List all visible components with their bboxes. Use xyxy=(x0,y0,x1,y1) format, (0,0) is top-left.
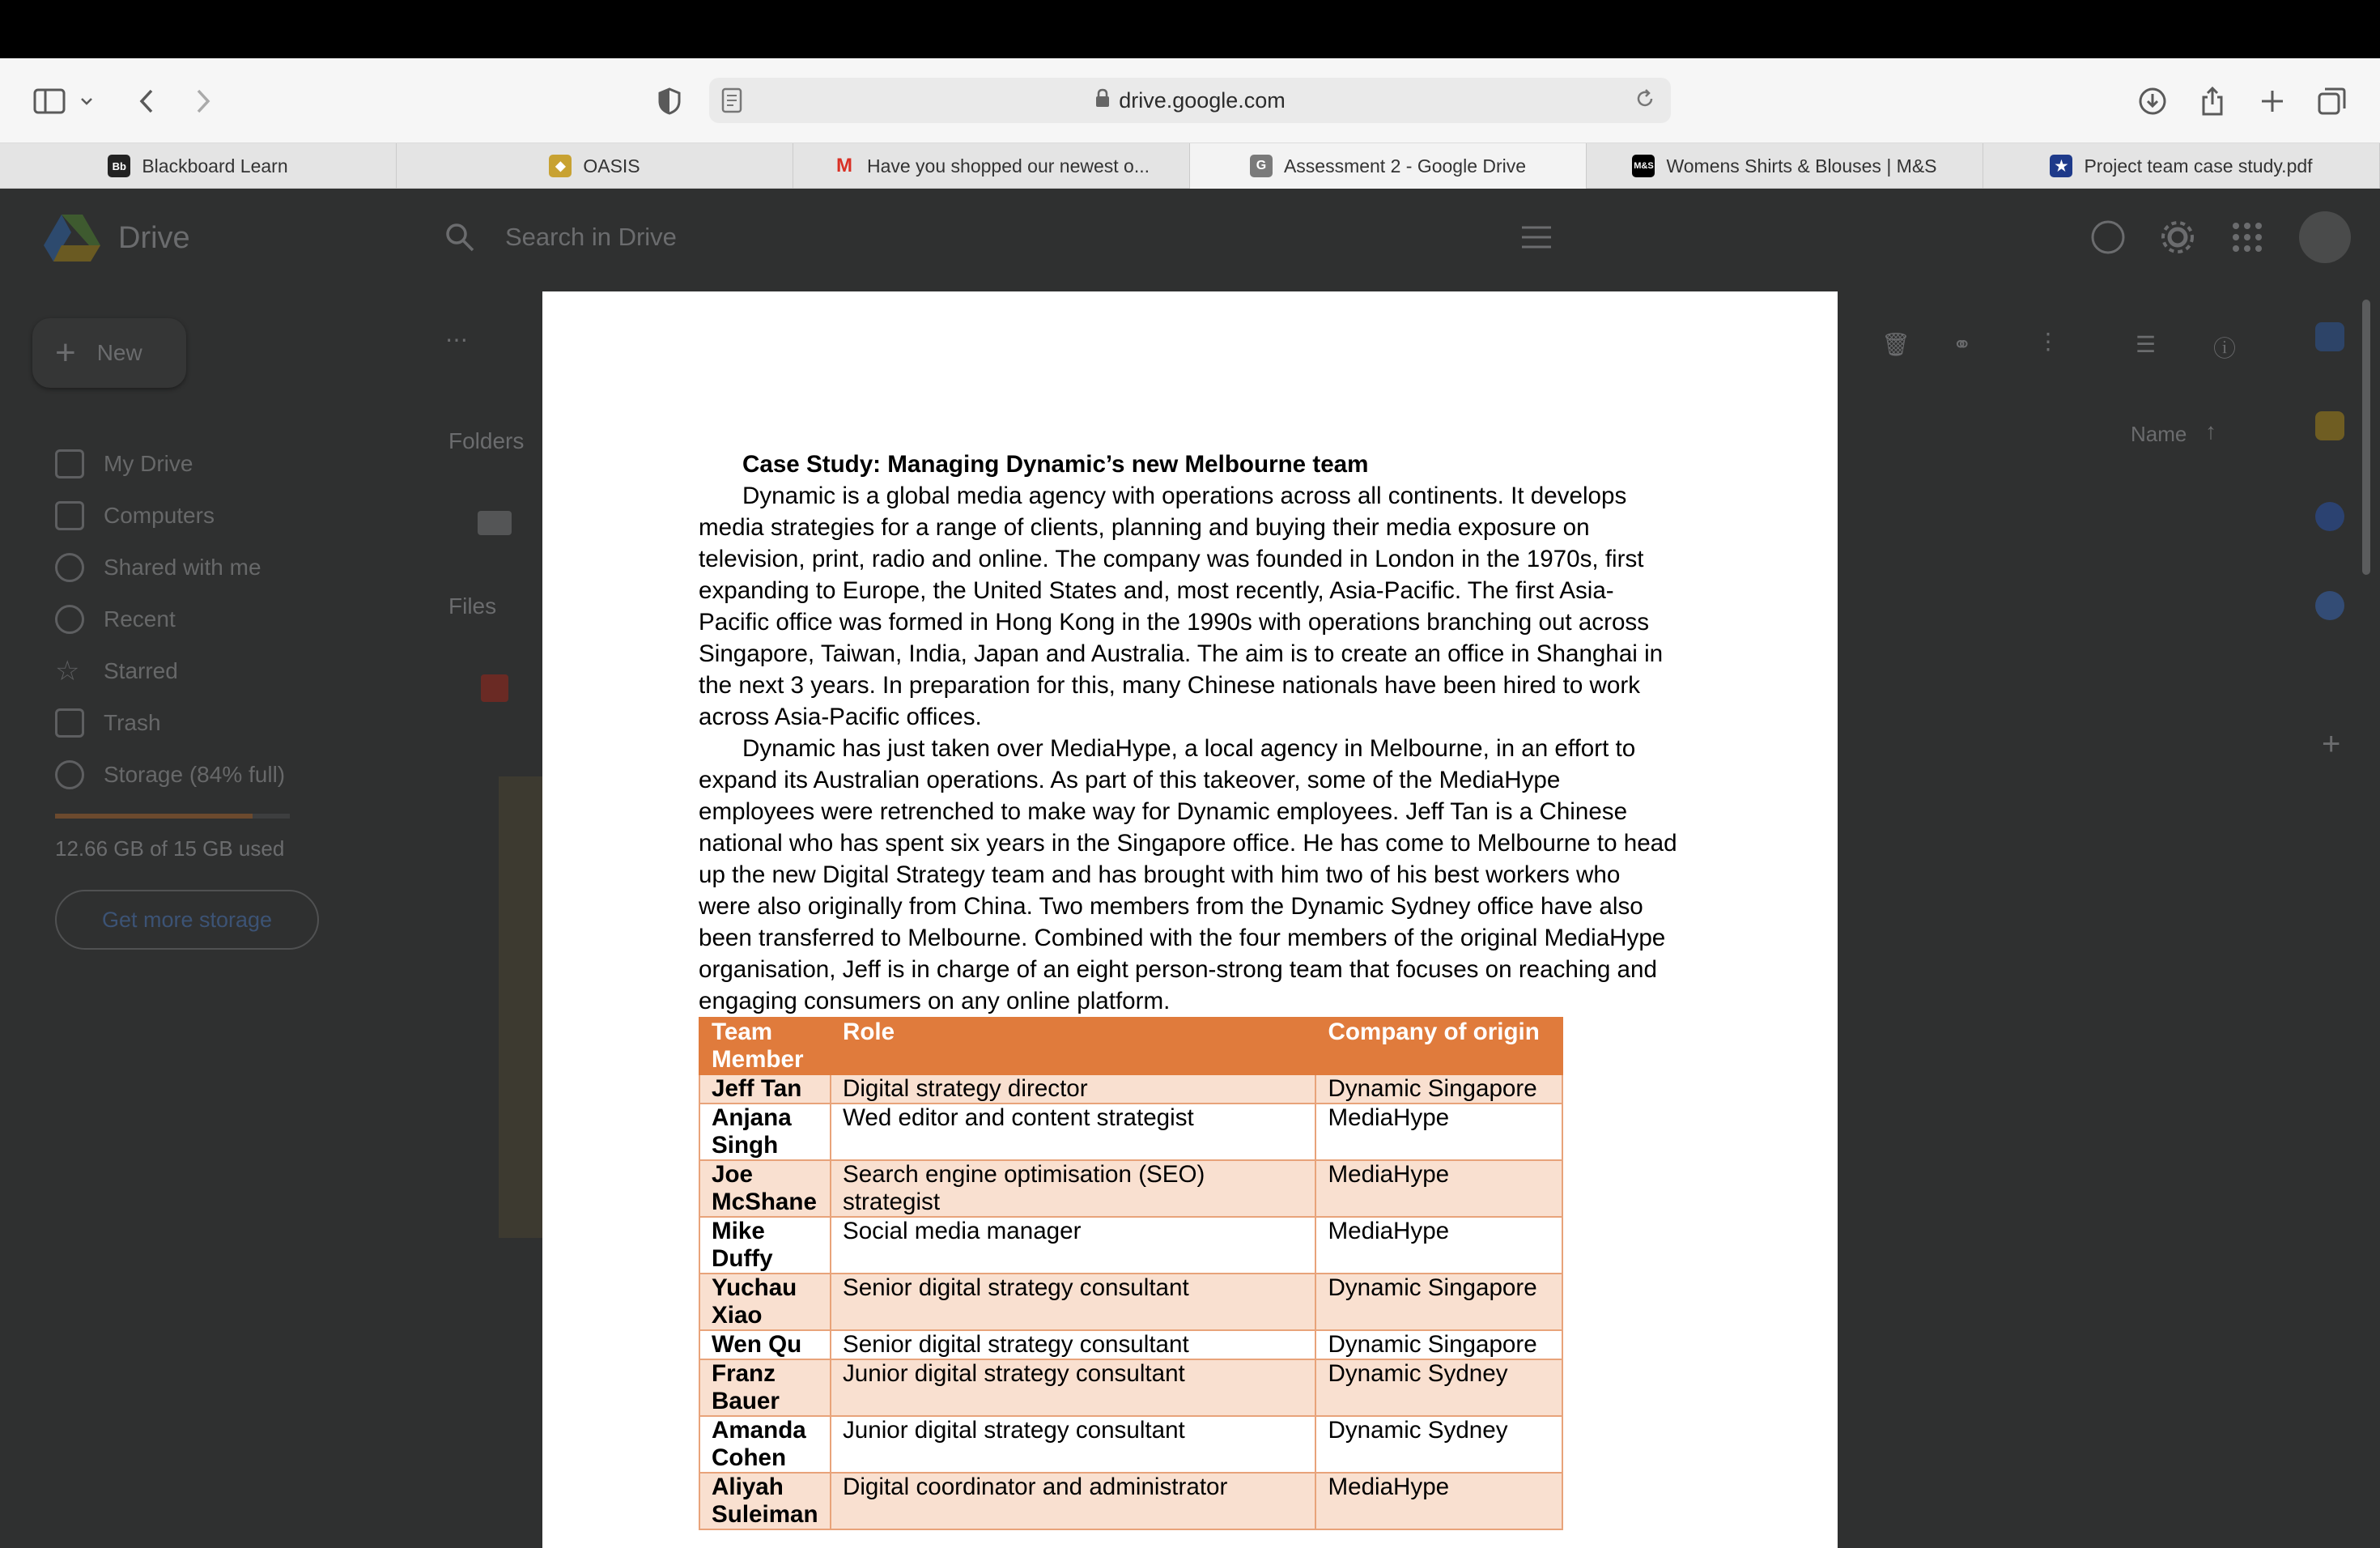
storage-bar-fill xyxy=(55,814,253,819)
team-member: Amanda Cohen xyxy=(699,1416,831,1473)
table-row xyxy=(699,1074,1562,1104)
table-row xyxy=(699,1104,1562,1160)
role: Wed editor and content strategist xyxy=(831,1104,1315,1160)
star-icon: ☆ xyxy=(55,656,80,687)
nav-recent[interactable] xyxy=(55,605,176,634)
team-member: Anjana Singh xyxy=(699,1104,831,1160)
google-drive-tab-icon: G xyxy=(1250,155,1273,177)
trash-icon xyxy=(55,708,84,738)
marks-spencer-icon: M&S xyxy=(1632,155,1655,177)
nav-shared[interactable] xyxy=(55,553,261,582)
folders-heading: Folders xyxy=(448,428,525,453)
drive-title: Drive xyxy=(118,221,190,255)
company: Dynamic Singapore xyxy=(1315,1274,1562,1330)
tab-gmail[interactable] xyxy=(793,143,1190,189)
nav-label: My Drive xyxy=(104,451,193,476)
team-table xyxy=(699,1017,1563,1530)
sidebar-toggle-icon[interactable] xyxy=(29,81,70,121)
role: Junior digital strategy consultant xyxy=(831,1416,1315,1473)
table-row xyxy=(699,1217,1562,1274)
tab-label: Have you shopped our newest o... xyxy=(866,155,1150,176)
address-bar[interactable] xyxy=(709,78,1671,123)
team-member: Aliyah Suleiman xyxy=(699,1473,831,1529)
role: Junior digital strategy consultant xyxy=(831,1359,1315,1416)
nav-label: Starred xyxy=(104,658,178,683)
document-title: Case Study: Managing Dynamic’s new Melbourne team xyxy=(742,451,1369,478)
team-member: Joe McShane xyxy=(699,1160,831,1217)
header-role: Role xyxy=(831,1018,1315,1074)
role: Senior digital strategy consultant xyxy=(831,1330,1315,1359)
table-row xyxy=(699,1274,1562,1330)
new-button[interactable] xyxy=(32,318,186,388)
pdf-document xyxy=(699,449,1678,1530)
nav-starred[interactable] xyxy=(55,657,178,686)
role: Digital coordinator and administrator xyxy=(831,1473,1315,1529)
tab-marks-spencer[interactable] xyxy=(1587,143,1983,189)
document-paragraph: Dynamic has just taken over MediaHype, a local agency in Melbourne, in an effort to expand its Australian operations. As part of this takeover, some of the MediaHype employees were retrenched to make way for Dynamic employees. Jeff Tan is a Chinese national who has spent six years in the Singapore office. He has come to Melbourne to head up the new Digital Strategy team and has brought with him two of his best workers who were also originally from China. Two members from the Dynamic Sydney office have also been transferred to Melbourne. Combined with the four members of the original MediaHype organisation, Jeff is in charge of an eight person-strong team that focuses on reaching and engaging consumers on any online platform. xyxy=(699,735,1677,1014)
header-company: Company of origin xyxy=(1315,1018,1562,1074)
pdf-star-icon: ★ xyxy=(2050,155,2072,177)
table-row xyxy=(699,1160,1562,1217)
new-tab-icon[interactable] xyxy=(2252,81,2293,121)
calendar-icon[interactable] xyxy=(2315,322,2344,351)
list-view-icon[interactable]: ☰ xyxy=(2136,332,2157,357)
nav-label: Trash xyxy=(104,710,161,735)
tab-project-pdf[interactable] xyxy=(1983,143,2380,189)
nav-label: Computers xyxy=(104,503,215,528)
tab-overview-icon[interactable] xyxy=(2312,81,2352,121)
apps-grid-icon[interactable] xyxy=(2231,221,2263,259)
tab-label: OASIS xyxy=(583,155,640,176)
folder-icon[interactable] xyxy=(478,511,512,535)
url-text: drive.google.com xyxy=(1119,87,1286,113)
tab-google-drive[interactable] xyxy=(1190,143,1587,189)
browser-toolbar xyxy=(0,58,2380,143)
avatar[interactable] xyxy=(2299,211,2351,263)
nav-my-drive[interactable] xyxy=(55,449,193,478)
role: Senior digital strategy consultant xyxy=(831,1274,1315,1330)
add-addon-icon[interactable]: + xyxy=(2322,726,2341,762)
more-icon[interactable]: ⋯ xyxy=(445,327,468,352)
contacts-icon[interactable] xyxy=(2315,591,2344,620)
help-icon[interactable] xyxy=(2090,219,2126,261)
team-member: Wen Qu xyxy=(699,1330,831,1359)
clock-icon xyxy=(55,605,84,634)
company: MediaHype xyxy=(1315,1104,1562,1160)
chevron-down-icon[interactable] xyxy=(74,81,99,121)
keep-icon[interactable] xyxy=(2315,411,2344,440)
menu-bar xyxy=(0,0,2380,58)
lock-icon xyxy=(1094,88,1111,113)
search-icon[interactable] xyxy=(444,221,476,259)
drive-logo-icon xyxy=(42,213,102,262)
company: MediaHype xyxy=(1315,1217,1562,1274)
storage-bar xyxy=(55,814,290,819)
sort-name[interactable]: Name xyxy=(2131,422,2187,446)
header-team-member: Team Member xyxy=(699,1018,831,1074)
team-member: Jeff Tan xyxy=(699,1074,831,1104)
tasks-icon[interactable] xyxy=(2315,502,2344,531)
tab-label: Womens Shirts & Blouses | M&S xyxy=(1666,155,1937,176)
role: Social media manager xyxy=(831,1217,1315,1274)
settings-icon[interactable] xyxy=(2160,219,2195,261)
more-options-icon[interactable]: ⋮ xyxy=(2037,329,2059,354)
gmail-icon: M xyxy=(835,155,852,176)
company: MediaHype xyxy=(1315,1473,1562,1529)
table-row xyxy=(699,1416,1562,1473)
nav-label: Shared with me xyxy=(104,555,261,580)
tab-label: Blackboard Learn xyxy=(142,155,288,176)
computer-icon xyxy=(55,501,84,530)
blackboard-icon: Bb xyxy=(108,155,130,177)
role: Search engine optimisation (SEO) strategist xyxy=(831,1160,1315,1217)
info-icon[interactable]: ⓘ xyxy=(2213,336,2237,361)
team-member: Franz Bauer xyxy=(699,1359,831,1416)
company: Dynamic Singapore xyxy=(1315,1330,1562,1359)
pdf-file-icon[interactable] xyxy=(481,674,508,702)
link-icon[interactable]: ⚭ xyxy=(1953,332,1972,357)
search-options-icon[interactable] xyxy=(1520,223,1553,257)
table-row xyxy=(699,1330,1562,1359)
team-member: Mike Duffy xyxy=(699,1217,831,1274)
my-drive-icon xyxy=(55,449,84,478)
back-icon[interactable] xyxy=(126,81,167,121)
table-row xyxy=(699,1359,1562,1416)
company: MediaHype xyxy=(1315,1160,1562,1217)
delete-icon[interactable]: 🗑 xyxy=(1881,332,1910,357)
scrollbar[interactable] xyxy=(2362,300,2370,575)
tab-oasis[interactable] xyxy=(397,143,793,189)
team-member: Yuchau Xiao xyxy=(699,1274,831,1330)
arrow-up-icon[interactable]: ↑ xyxy=(2205,419,2216,444)
privacy-shield-icon[interactable] xyxy=(649,81,690,121)
oasis-icon: ◆ xyxy=(549,155,572,177)
company: Dynamic Sydney xyxy=(1315,1416,1562,1473)
nav-label: Recent xyxy=(104,606,176,632)
table-row xyxy=(699,1473,1562,1529)
people-icon xyxy=(55,553,84,582)
share-icon[interactable] xyxy=(2192,81,2233,121)
files-heading: Files xyxy=(448,593,497,619)
get-more-storage-button[interactable]: Get more storage xyxy=(55,890,319,950)
plus-icon: + xyxy=(55,333,76,372)
tab-label: Assessment 2 - Google Drive xyxy=(1283,155,1527,176)
search-input[interactable]: Search in Drive xyxy=(505,223,677,251)
company: Dynamic Sydney xyxy=(1315,1359,1562,1416)
downloads-icon[interactable] xyxy=(2132,81,2173,121)
file-thumbnail[interactable] xyxy=(499,776,544,1238)
nav-storage[interactable] xyxy=(55,760,285,789)
storage-used: 12.66 GB of 15 GB used xyxy=(55,836,285,861)
nav-label: Storage (84% full) xyxy=(104,762,286,787)
tab-label: Project team case study.pdf xyxy=(2084,155,2313,176)
new-button-label: New xyxy=(96,340,142,365)
nav-trash[interactable] xyxy=(55,708,161,738)
document-paragraph: Dynamic is a global media agency with operations across all continents. It develops media strategies for a range of clients, planning and buying their media exposure on television, print, radio and online. The company was founded in London in the 1970s, first expanding to Europe, the United States and, most recently, Asia-Pacific. The first Asia-Pacific office was formed in Hong Kong in the 1990s with operations branching out across Singapore, Taiwan, India, Japan and Australia. The aim is to create an office in Shanghai in the next 3 years. In preparation for this, many Chinese nationals have been hired to work across Asia-Pacific offices. xyxy=(699,483,1664,730)
forward-icon[interactable] xyxy=(183,81,223,121)
tab-strip xyxy=(0,143,2380,189)
company: Dynamic Singapore xyxy=(1315,1074,1562,1104)
reload-icon[interactable] xyxy=(1634,87,1660,113)
table-header-row xyxy=(699,1018,1562,1074)
nav-computers[interactable] xyxy=(55,501,215,530)
cloud-icon xyxy=(55,760,84,789)
role: Digital strategy director xyxy=(831,1074,1315,1104)
tab-blackboard[interactable] xyxy=(0,143,397,189)
pdf-preview xyxy=(542,291,1838,1548)
